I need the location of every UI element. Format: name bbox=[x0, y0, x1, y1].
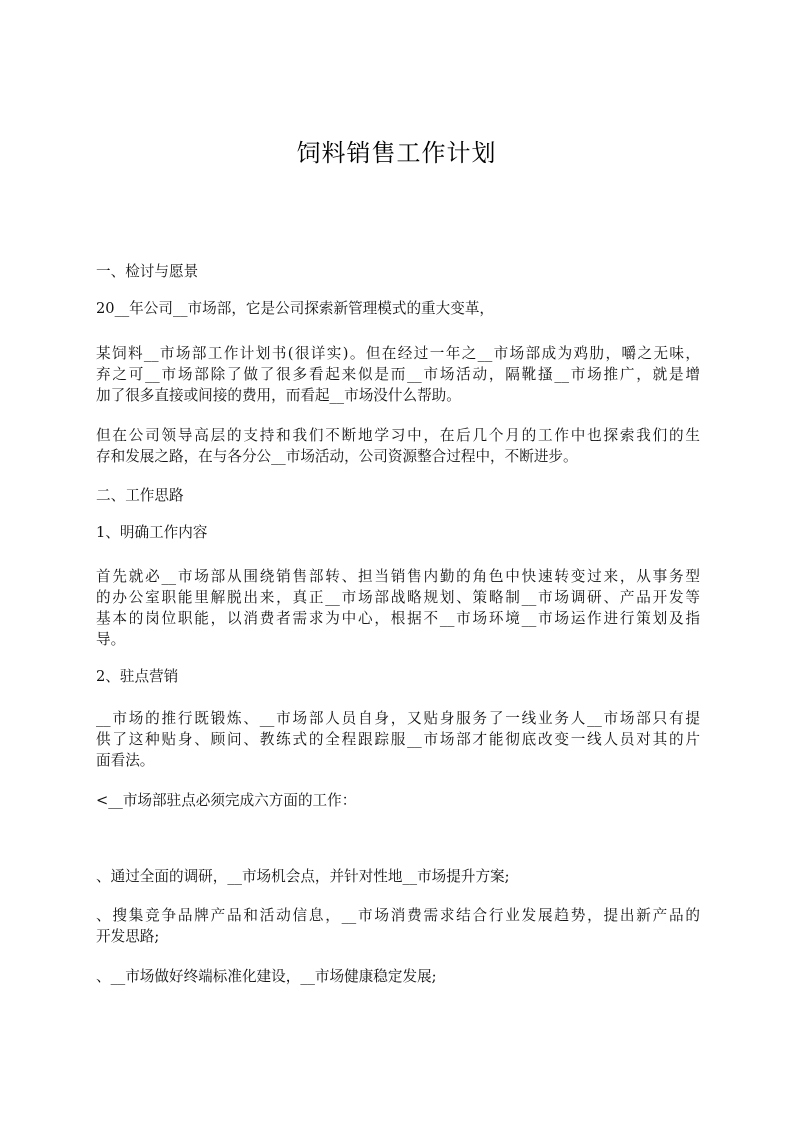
paragraph-intro bbox=[96, 298, 700, 319]
paragraph-leadership-support bbox=[96, 425, 700, 467]
text-line: 一、检讨与愿景 bbox=[96, 263, 199, 280]
text-line: 2、驻点营销 bbox=[96, 668, 179, 685]
text-line: 弃之可__市场部除了做了很多看起来似是而__市场活动，隔靴搔__市场推广，就是增 bbox=[96, 366, 700, 383]
text-line: 供了这种贴身、顾问、教练式的全程跟踪服__市场部才能彻底改变一线人员对其的片 bbox=[96, 731, 700, 748]
list-item-task bbox=[96, 866, 700, 887]
list-item-task bbox=[96, 905, 700, 947]
text-line: <__市场部驻点必须完成六方面的工作： bbox=[96, 792, 357, 809]
text-line: 某饲料__市场部工作计划书(很详实)。但在经过一年之__市场部成为鸡肋，嚼之无味， bbox=[96, 345, 700, 362]
text-line: __市场的推行既锻炼、__市场部人员自身，又贴身服务了一线业务人__市场部只有提 bbox=[96, 710, 700, 727]
text-line: 、__市场做好终端标准化建设，__市场健康稳定发展; bbox=[96, 968, 437, 985]
text-line: 加了很多直接或间接的费用，而看起__市场没什么帮助。 bbox=[96, 387, 461, 404]
text-line: 存和发展之路，在与各分公__市场活动，公司资源整合过程中，不断进步。 bbox=[96, 448, 578, 465]
section-heading-review bbox=[96, 261, 700, 282]
text-line: 二、工作思路 bbox=[96, 487, 184, 504]
text-line: 基本的岗位职能，以消费者需求为中心，根据不__市场环境__市场运作进行策划及指 bbox=[96, 610, 700, 627]
text-line: 、搜集竞争品牌产品和活动信息，__市场消费需求结合行业发展趋势，提出新产品的 bbox=[96, 907, 700, 924]
text-line: 开发思路; bbox=[96, 928, 160, 945]
section-heading-approach bbox=[96, 485, 700, 506]
text-line: 导。 bbox=[96, 631, 126, 648]
paragraph-clarify-work bbox=[96, 566, 700, 650]
paragraph-onsite-marketing bbox=[96, 708, 700, 771]
paragraph-market-dept-issues bbox=[96, 343, 700, 406]
text-line: 但在公司领导高层的支持和我们不断地学习中，在后几个月的工作中也探索我们的生 bbox=[96, 427, 700, 444]
paragraph-six-tasks-intro bbox=[96, 790, 700, 811]
text-line: 、通过全面的调研，__市场机会点，并针对性地__市场提升方案; bbox=[96, 868, 510, 885]
text-line: 面看法。 bbox=[96, 752, 155, 769]
subheading-clarify-work bbox=[96, 522, 700, 543]
text-line: 首先就必__市场部从围绕销售部转、担当销售内勤的角色中快速转变过来，从事务型 bbox=[96, 568, 700, 585]
text-line: 1、明确工作内容 bbox=[96, 524, 208, 541]
document-title: 饲料销售工作计划 bbox=[296, 139, 497, 167]
text-line: 20__年公司__市场部，它是公司探索新管理模式的重大变革， bbox=[96, 300, 495, 317]
subheading-onsite-marketing bbox=[96, 666, 700, 687]
text-line: 的办公室职能里解脱出来，真正__市场部战略规划、策略制__市场调研、产品开发等 bbox=[96, 589, 700, 606]
list-item-task bbox=[96, 966, 700, 987]
